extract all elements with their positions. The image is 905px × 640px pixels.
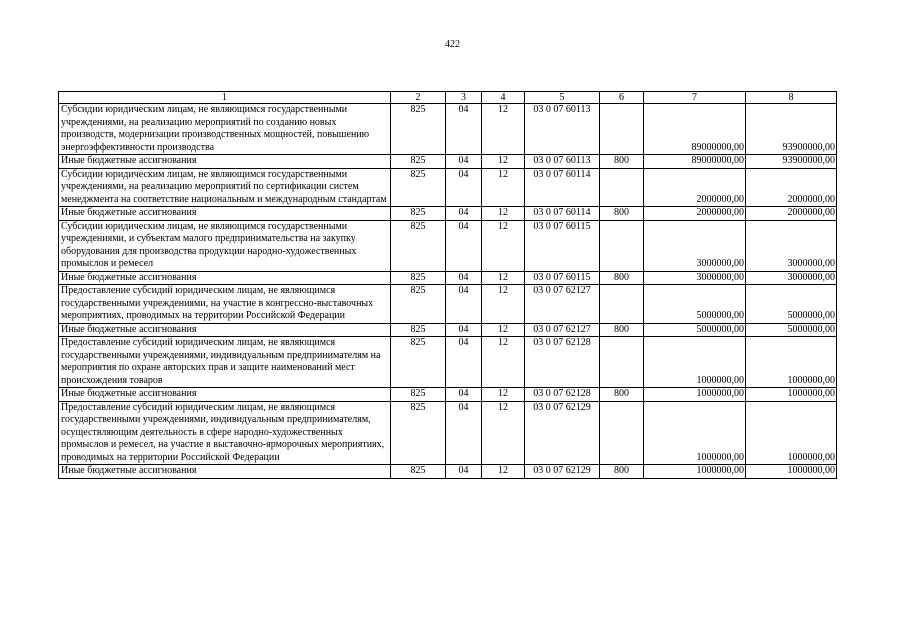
column-header: 4 bbox=[482, 92, 525, 104]
row-subsection: 12 bbox=[482, 337, 525, 388]
table-row bbox=[59, 271, 837, 285]
table-row bbox=[59, 220, 837, 271]
row-section: 04 bbox=[446, 104, 482, 155]
row-admin-code: 825 bbox=[391, 271, 446, 285]
column-header: 3 bbox=[446, 92, 482, 104]
row-amount-year-1: 5000000,00 bbox=[644, 285, 746, 324]
row-section: 04 bbox=[446, 401, 482, 465]
row-amount-year-1: 1000000,00 bbox=[644, 401, 746, 465]
row-name: Иные бюджетные ассигнования bbox=[59, 271, 391, 285]
row-target-article: 03 0 07 62127 bbox=[525, 323, 600, 337]
row-amount-year-2: 2000000,00 bbox=[746, 207, 837, 221]
row-expense-type: 800 bbox=[600, 155, 644, 169]
row-subsection: 12 bbox=[482, 168, 525, 207]
row-name: Иные бюджетные ассигнования bbox=[59, 465, 391, 479]
row-subsection: 12 bbox=[482, 388, 525, 402]
row-expense-type bbox=[600, 401, 644, 465]
row-amount-year-2: 1000000,00 bbox=[746, 401, 837, 465]
row-section: 04 bbox=[446, 465, 482, 479]
row-subsection: 12 bbox=[482, 207, 525, 221]
row-amount-year-2: 93900000,00 bbox=[746, 104, 837, 155]
row-name: Иные бюджетные ассигнования bbox=[59, 388, 391, 402]
table-row bbox=[59, 388, 837, 402]
row-amount-year-1: 3000000,00 bbox=[644, 220, 746, 271]
row-section: 04 bbox=[446, 155, 482, 169]
row-amount-year-1: 1000000,00 bbox=[644, 388, 746, 402]
row-expense-type: 800 bbox=[600, 271, 644, 285]
row-admin-code: 825 bbox=[391, 401, 446, 465]
row-expense-type bbox=[600, 285, 644, 324]
row-name: Иные бюджетные ассигнования bbox=[59, 207, 391, 221]
row-admin-code: 825 bbox=[391, 220, 446, 271]
row-amount-year-1: 89000000,00 bbox=[644, 155, 746, 169]
table-row bbox=[59, 207, 837, 221]
row-admin-code: 825 bbox=[391, 388, 446, 402]
row-name: Предоставление субсидий юридическим лицам, не являющимся государственными учреждениями, на участие в конгрессно-выставочных мероприятиях, проводимых на территории Российской Федерации bbox=[59, 285, 391, 324]
row-amount-year-2: 3000000,00 bbox=[746, 271, 837, 285]
table-row bbox=[59, 337, 837, 388]
row-subsection: 12 bbox=[482, 401, 525, 465]
row-amount-year-1: 1000000,00 bbox=[644, 337, 746, 388]
row-section: 04 bbox=[446, 271, 482, 285]
row-expense-type: 800 bbox=[600, 323, 644, 337]
table-row bbox=[59, 104, 837, 155]
row-expense-type bbox=[600, 104, 644, 155]
row-name: Иные бюджетные ассигнования bbox=[59, 323, 391, 337]
row-target-article: 03 0 07 60114 bbox=[525, 207, 600, 221]
row-subsection: 12 bbox=[482, 323, 525, 337]
row-amount-year-2: 2000000,00 bbox=[746, 168, 837, 207]
row-expense-type: 800 bbox=[600, 207, 644, 221]
row-subsection: 12 bbox=[482, 271, 525, 285]
row-amount-year-1: 5000000,00 bbox=[644, 323, 746, 337]
row-amount-year-2: 5000000,00 bbox=[746, 285, 837, 324]
row-name: Иные бюджетные ассигнования bbox=[59, 155, 391, 169]
row-subsection: 12 bbox=[482, 285, 525, 324]
row-target-article: 03 0 07 62127 bbox=[525, 285, 600, 324]
table-row bbox=[59, 168, 837, 207]
row-target-article: 03 0 07 62129 bbox=[525, 401, 600, 465]
row-section: 04 bbox=[446, 323, 482, 337]
row-target-article: 03 0 07 60115 bbox=[525, 220, 600, 271]
row-section: 04 bbox=[446, 220, 482, 271]
row-section: 04 bbox=[446, 285, 482, 324]
row-expense-type bbox=[600, 168, 644, 207]
row-name: Предоставление субсидий юридическим лицам, не являющимся государственными учреждениями, индивидуальным предпринимателям, осуществляющим деятельность в сфере народно-художественных промыслов и ремесел, на участие в выставочно-ярморочных мероприятиях, проводимых на территории Российской Федерации bbox=[59, 401, 391, 465]
column-header: 7 bbox=[644, 92, 746, 104]
row-admin-code: 825 bbox=[391, 168, 446, 207]
row-expense-type bbox=[600, 220, 644, 271]
row-amount-year-1: 2000000,00 bbox=[644, 168, 746, 207]
table-row bbox=[59, 323, 837, 337]
row-admin-code: 825 bbox=[391, 285, 446, 324]
row-amount-year-1: 2000000,00 bbox=[644, 207, 746, 221]
row-subsection: 12 bbox=[482, 465, 525, 479]
column-header: 6 bbox=[600, 92, 644, 104]
row-target-article: 03 0 07 60115 bbox=[525, 271, 600, 285]
table-header-row bbox=[59, 92, 837, 104]
row-amount-year-2: 3000000,00 bbox=[746, 220, 837, 271]
row-admin-code: 825 bbox=[391, 207, 446, 221]
table-row bbox=[59, 155, 837, 169]
column-header: 8 bbox=[746, 92, 837, 104]
row-name: Субсидии юридическим лицам, не являющимся государственными учреждениями, и субъектам малого предпринимательства на закупку оборудования для производства продукции народно-художественных промыслов и ремесел bbox=[59, 220, 391, 271]
row-subsection: 12 bbox=[482, 220, 525, 271]
row-section: 04 bbox=[446, 168, 482, 207]
row-admin-code: 825 bbox=[391, 104, 446, 155]
row-section: 04 bbox=[446, 207, 482, 221]
row-expense-type: 800 bbox=[600, 388, 644, 402]
row-name: Субсидии юридическим лицам, не являющимся государственными учреждениями, на реализацию мероприятий по сертификации систем менеджмента на соответствие национальным и международным стандартам bbox=[59, 168, 391, 207]
row-subsection: 12 bbox=[482, 104, 525, 155]
row-section: 04 bbox=[446, 337, 482, 388]
row-amount-year-2: 5000000,00 bbox=[746, 323, 837, 337]
row-subsection: 12 bbox=[482, 155, 525, 169]
row-amount-year-1: 1000000,00 bbox=[644, 465, 746, 479]
budget-table bbox=[58, 91, 837, 479]
row-amount-year-1: 89000000,00 bbox=[644, 104, 746, 155]
column-header: 1 bbox=[59, 92, 391, 104]
row-admin-code: 825 bbox=[391, 155, 446, 169]
row-amount-year-2: 1000000,00 bbox=[746, 388, 837, 402]
row-admin-code: 825 bbox=[391, 337, 446, 388]
row-amount-year-2: 1000000,00 bbox=[746, 337, 837, 388]
row-name: Субсидии юридическим лицам, не являющимся государственными учреждениями, на реализацию мероприятий по созданию новых производств, модернизации производственных мощностей, повышению энергоэффективности производства bbox=[59, 104, 391, 155]
row-target-article: 03 0 07 60113 bbox=[525, 104, 600, 155]
table-row bbox=[59, 401, 837, 465]
table-row bbox=[59, 285, 837, 324]
table-row bbox=[59, 465, 837, 479]
row-expense-type: 800 bbox=[600, 465, 644, 479]
row-section: 04 bbox=[446, 388, 482, 402]
row-admin-code: 825 bbox=[391, 323, 446, 337]
column-header: 2 bbox=[391, 92, 446, 104]
page-number: 422 bbox=[445, 39, 460, 50]
row-admin-code: 825 bbox=[391, 465, 446, 479]
row-amount-year-2: 1000000,00 bbox=[746, 465, 837, 479]
column-header: 5 bbox=[525, 92, 600, 104]
row-amount-year-1: 3000000,00 bbox=[644, 271, 746, 285]
row-target-article: 03 0 07 60114 bbox=[525, 168, 600, 207]
row-target-article: 03 0 07 62128 bbox=[525, 388, 600, 402]
row-expense-type bbox=[600, 337, 644, 388]
row-target-article: 03 0 07 62129 bbox=[525, 465, 600, 479]
row-target-article: 03 0 07 60113 bbox=[525, 155, 600, 169]
row-amount-year-2: 93900000,00 bbox=[746, 155, 837, 169]
row-name: Предоставление субсидий юридическим лицам, не являющимся государственными учреждениями, индивидуальным предпринимателям на мероприятия по охране авторских прав и защите наименований мест происхождения товаров bbox=[59, 337, 391, 388]
row-target-article: 03 0 07 62128 bbox=[525, 337, 600, 388]
